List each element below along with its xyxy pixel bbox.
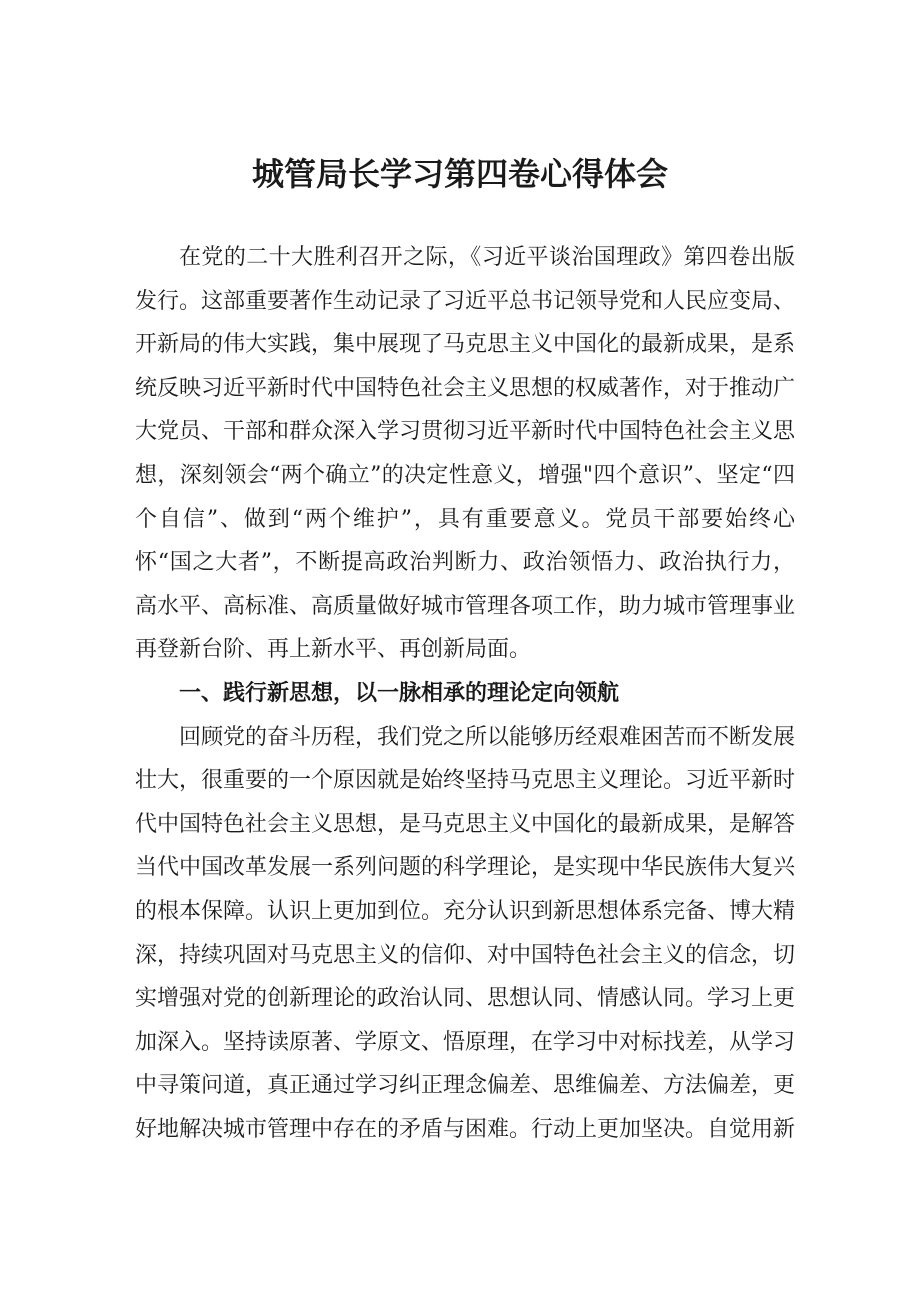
intro-paragraph: 在党的二十大胜利召开之际，《习近平谈治国理政》第四卷出版发行。这部重要著作生动记录了习近平总书记领导党和人民应变局、开新局的伟大实践，集中展现了马克思主义中国化的最新成果，是系统反映习近平新时代中国特色社会主义思想的权威著作，对于推动广大党员、干部和群众深入学习贯彻习近平新时代中国特色社会主义思想，深刻领会“两个确立”的决定性意义，增强"四个意识”、坚定“四个自信”、做到“两个维护”，具有重要意义。党员干部要始终心怀“国之大者”，不断提高政治判断力、政治领悟力、政治执行力，高水平、高标准、高质量做好城市管理各项工作，助力城市管理事业再登新台阶、再上新水平、再创新局面。 [135, 245, 796, 663]
document-body [135, 236, 795, 1151]
document-title: 城管局长学习第四卷心得体会 [251, 155, 668, 193]
section-1-paragraph: 回顾党的奋斗历程，我们党之所以能够历经艰难困苦而不断发展壮大，很重要的一个原因就是始终坚持马克思主义理论。习近平新时代中国特色社会主义思想，是马克思主义中国化的最新成果，是解答当代中国改革发展一系列问题的科学理论，是实现中华民族伟大复兴的根本保障。认识上更加到位。充分认识到新思想体系完备、博大精深，持续巩固对马克思主义的信仰、对中国特色社会主义的信念，切实增强对党的创新理论的政治认同、思想认同、情感认同。学习上更加深入。坚持读原著、学原文、悟原理，在学习中对标找差，从学习中寻策问道，真正通过学习纠正理念偏差、思维偏差、方法偏差，更好地解决城市管理中存在的矛盾与困难。行动上更加坚决。自觉用新 [135, 724, 796, 1142]
section-1-heading: 一、践行新思想，以一脉相承的理论定向领航 [179, 680, 620, 706]
